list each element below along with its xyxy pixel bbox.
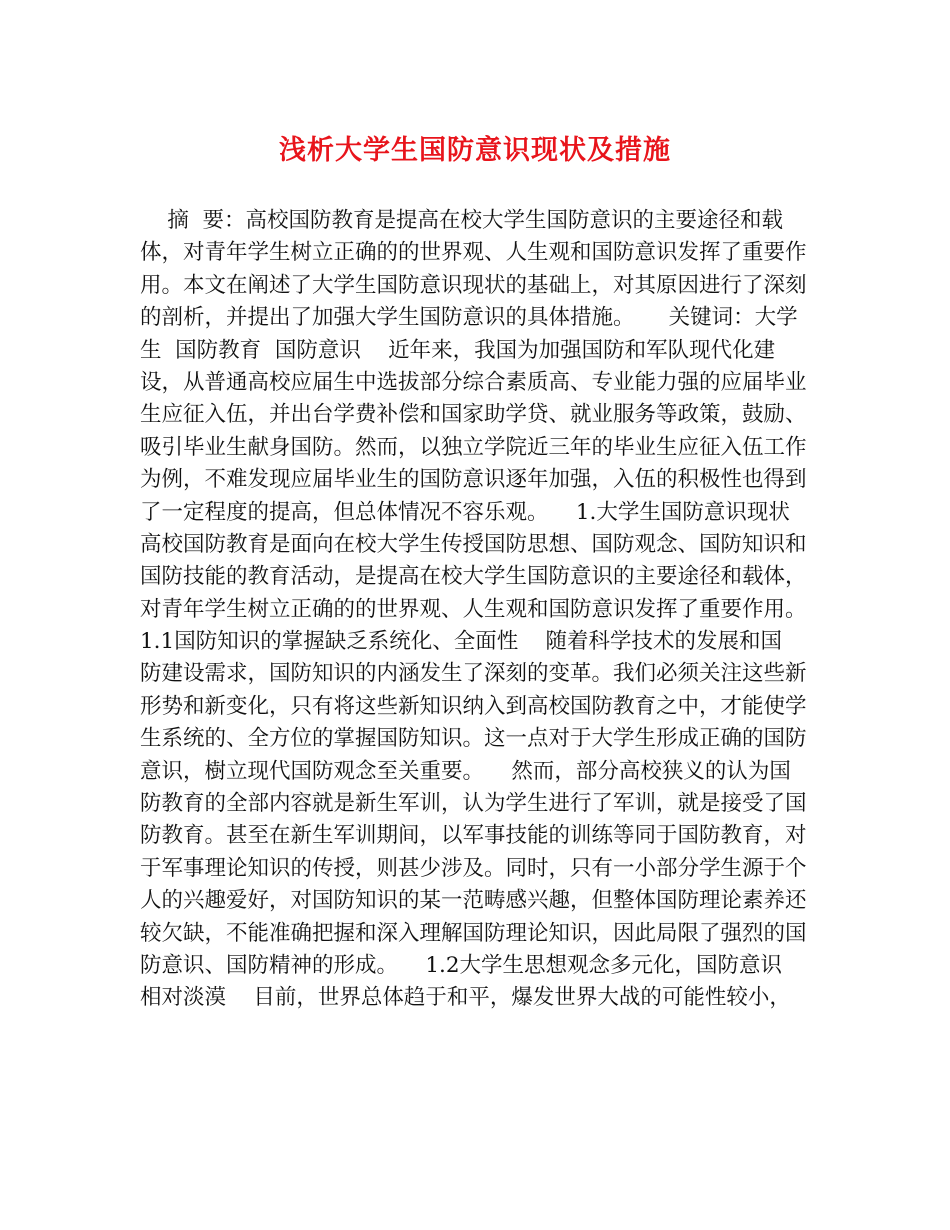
text-line: 人的兴趣爱好，对国防知识的某一范畴感兴趣，但整体国防理论素养还 [140,888,807,914]
text-line: 吸引毕业生献身国防。然而，以独立学院近三年的毕业生应征入伍工作 [140,434,807,460]
text-line: 防教育的全部内容就是新生军训，认为学生进行了军训，就是接受了国 [140,791,807,817]
text-line: 意识，樹立现代国防观念至关重要。 然而，部分高校狭义的认为国 [140,758,791,784]
text-line: 为例，不难发现应届毕业生的国防意识逐年加强，入伍的积极性也得到 [140,467,807,493]
text-line: 于军事理论知识的传授，则甚少涉及。同时，只有一小部分学生源于个 [140,855,807,881]
text-line: 防建设需求，国防知识的内涵发生了深刻的变革。我们必须关注这些新 [140,661,807,687]
text-line: 摘 要：高校国防教育是提高在校大学生国防意识的主要途径和载 [140,208,784,233]
document-title: 浅析大学生国防意识现状及措施 [279,135,671,166]
text-line: 形势和新变化，只有将这些新知识纳入到高校国防教育之中，才能使学 [140,693,807,719]
text-line: 用。本文在阐述了大学生国防意识现状的基础上，对其原因进行了深刻 [140,272,807,298]
text-line: 相对淡漠 目前，世界总体趋于和平，爆发世界大战的可能性较小， [140,985,791,1011]
text-line: 防意识、国防精神的形成。 1.2大学生思想观念多元化，国防意识 [140,952,783,978]
text-line: 防教育。甚至在新生军训期间，以军事技能的训练等同于国防教育，对 [140,823,807,849]
text-line: 设，从普通高校应届生中选拔部分综合素质高、专业能力强的应届毕业 [140,369,807,395]
text-line: 生应征入伍，并出台学费补偿和国家助学贷、就业服务等政策，鼓励、 [140,402,807,428]
text-line: 1.1国防知识的掌握缺乏系统化、全面性 随着科学技术的发展和国 [140,629,783,655]
text-line: 对青年学生树立正确的的世界观、人生观和国防意识发挥了重要作用。 [140,596,807,622]
document-body [140,205,812,1015]
text-line: 国防技能的教育活动，是提高在校大学生国防意识的主要途径和载体， [140,564,807,590]
text-line: 体，对青年学生树立正确的的世界观、人生观和国防意识发挥了重要作 [140,240,807,266]
text-line: 的剖析，并提出了加强大学生国防意识的具体措施。 关键词：大学 [140,305,798,331]
text-line: 较欠缺，不能准确把握和深入理解国防理论知识，因此局限了强烈的国 [140,920,807,946]
text-line: 生系统的、全方位的掌握国防知识。这一点对于大学生形成正确的国防 [140,726,807,752]
text-line: 了一定程度的提高，但总体情况不容乐观。 1.大学生国防意识现状 [140,499,790,525]
text-line: 高校国防教育是面向在校大学生传授国防思想、国防观念、国防知识和 [140,531,807,557]
text-line: 生 国防教育 国防意识 近年来，我国为加强国防和军队现代化建 [140,337,776,363]
